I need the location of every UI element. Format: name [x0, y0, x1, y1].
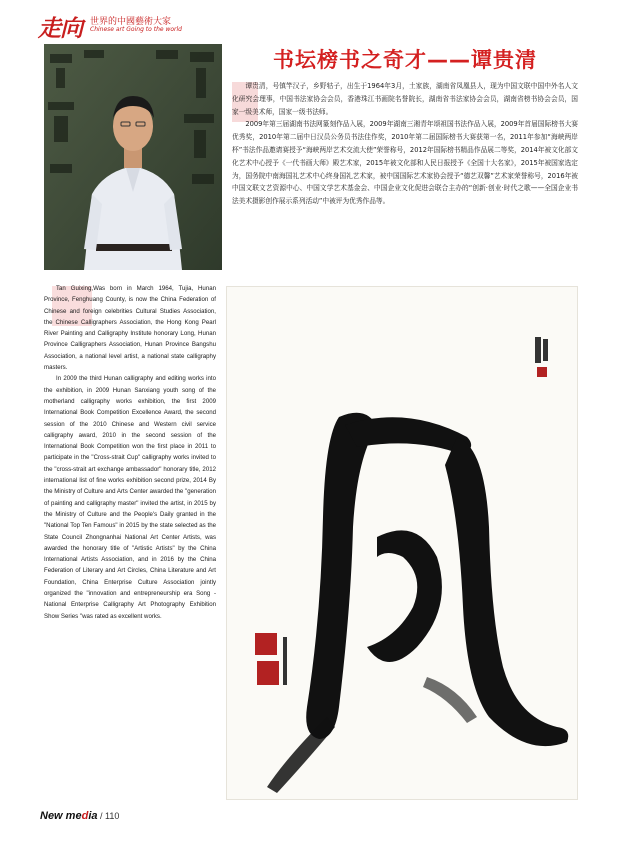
- en-paragraph-1: Tan Guixing,Was born in March 1964, Tujia, Hunan Province, Fenghuang County, is now the China Federation of Chinese and foreign celebrities Cultural Studies Association, the Chinese Calligraphers Association, the Hong Kong Pearl River Painting and Calligraphy Institute honorary Long, Hunan Province Calligraphers Association, Hunan Province Bangshu Association, a national level artist, a national state calligraphy masters.: [44, 285, 216, 372]
- masthead-cn: 世界的中國藝術大家: [90, 17, 172, 27]
- artwork-seals: [255, 633, 287, 685]
- article-title: 书坛榜书之奇才——谭贵清: [273, 48, 537, 72]
- en-paragraph-2: In 2009 the third Hunan calligraphy and editing works into the exhibition, in 2009 Hunan Sanxiang youth song of the motherland calligraphy works exhibition, the first 2009 International Book Competition Excellence Award, the second session of the 2010 Chinese and Western civil service calligraphy award, 2010 in the second session of the International Book Competition won the first place in 2011 to participate in the "Cross-strait Cup" calligraphy works invited to the "cross-strait art exchange ambassador" honorary title, 2012 international list of fine works exhibition second prize, 2014 By the Ministry of Culture and Arts Center awarded the "generation of painting and calligraphy master" invited the artist, in 2015 by the Ministry of Culture and the People's Daily granted in the "National Top Ten Famous" in 2015 by the state selected as the State Council Zhongnanhai National Art Center Artists, was awarded the honorary title of "Artistic Artists" by the China International Artists Association, and in 2016 by the China Federation of Literary and Art Circles, China Literature and Art Foundation, China Enterprise Culture Association jointly organized the "innovation and entrepreneurship era Song - National Enterprise Calligraphy Art Photography Exhibition Show Series "was rated as excellent works.: [44, 375, 216, 620]
- masthead-en: Chinese art Going to the world: [90, 26, 182, 33]
- masthead: [38, 10, 278, 40]
- masthead-logo: 走向: [38, 15, 82, 42]
- cn-paragraph-1: 谭贵清，号镇竿汉子，乡野牯子，出生于1964年3月，土家族，湖南省凤凰县人，现为中国文联中国中外名人文化研究会理事，中国书法家协会会员，香港珠江书画院名誉院长，湖南省书法家协会会员，湖南省榜书协会会员，国家一级美术师，国家一级书法师。: [232, 82, 578, 116]
- portrait-photo: [44, 44, 222, 270]
- page-footer: [40, 806, 119, 824]
- artwork-inscription-top: [535, 337, 548, 377]
- calligraphy-artwork: [226, 286, 578, 800]
- magazine-brand: New media: [40, 810, 98, 822]
- chinese-biography: [232, 80, 578, 208]
- page-number: / 110: [97, 811, 120, 821]
- cn-paragraph-2: 2009年第三届湖南书法网篆刻作品入展，2009年湖南三湘青年颂祖国书法作品入展，2009年首届国际榜书大赛优秀奖，2010年第二届中日汉员公务员书法佳作奖，2010年第二届国际榜书大赛获第一名，2011年参加“海峡两岸杯”书法作品邀请赛授予“海峡两岸艺术交流大使”荣誉称号，2012年国际榜书精品作品展二等奖，2014年被文化部文化艺术中心授予《一代书画大师》殿艺术家，2015年被文化部和人民日报授予《全国十大名家》，2015年被国家选定为，国务院中南海国礼艺术中心终身国礼艺术家，被中国国际艺术家协会授予“德艺双馨”艺术家荣誉称号，2016年被中国文联文艺资源中心、中国文学艺术基金会、中国企业文化促进会联合主办的“创新·创业·时代之歌——全国企业书法美术摄影创作展示系列活动”中被评为优秀作品等。: [232, 120, 578, 206]
- english-biography: [44, 283, 216, 622]
